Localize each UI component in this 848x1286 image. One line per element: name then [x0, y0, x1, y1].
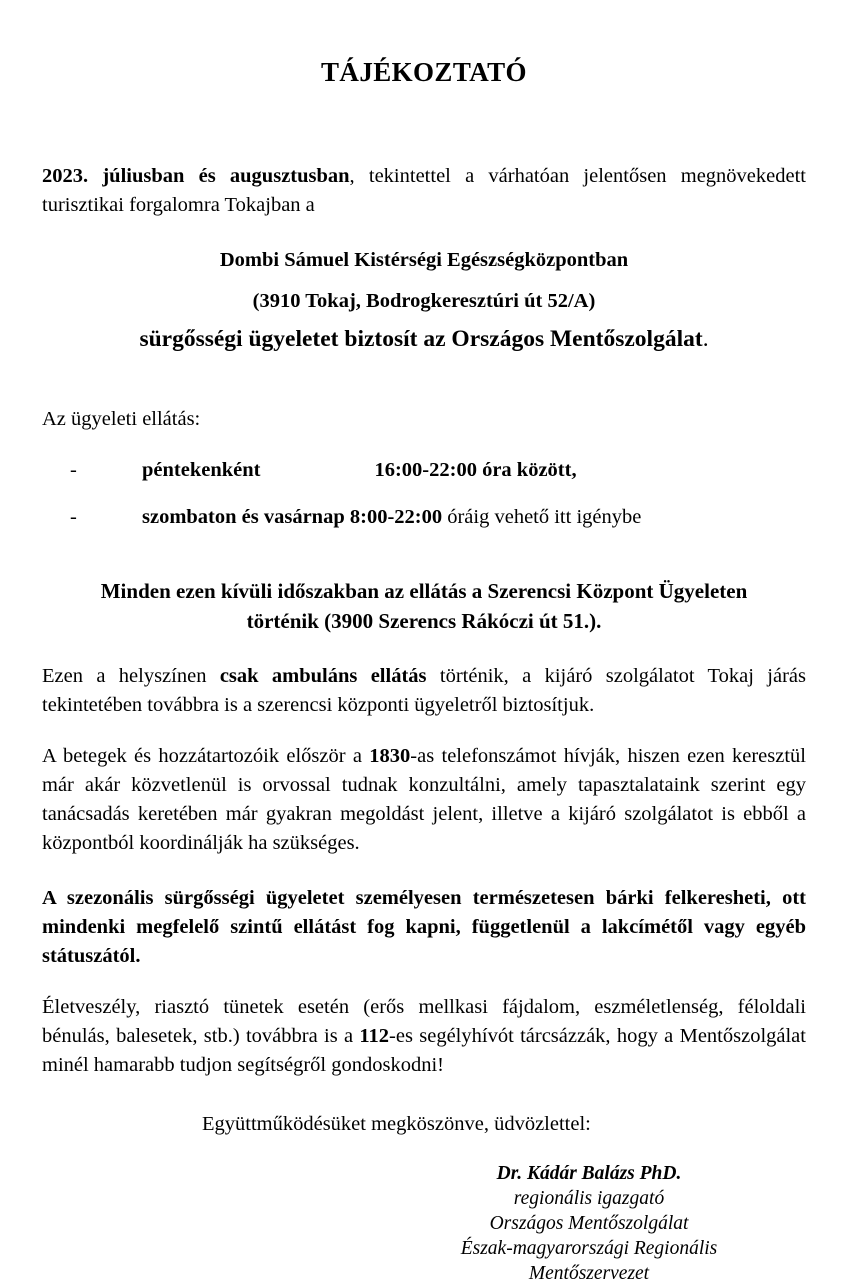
spacer [42, 88, 806, 148]
ambulatory-bold: csak ambuláns ellátás [219, 664, 427, 687]
venue-address: (3910 Tokaj, Bodrogkeresztúri út 52/A) [252, 289, 596, 312]
phone-lead: A betegek és hozzátartozóik először a [42, 744, 370, 767]
duty-list [42, 456, 806, 532]
duty-item-label: szombaton és vasárnap 8:00-22:00 [142, 505, 443, 528]
signature-org: Országos Mentőszolgálat [489, 1212, 689, 1234]
spacer [42, 393, 806, 405]
spacer [42, 355, 806, 393]
spacer [42, 1139, 806, 1161]
spacer [42, 636, 806, 662]
phone-rest: -as telefonszámot hívják, hiszen ezen keresztül már akár közvetlenül is orvossal tudnak konzultálni, amely tapasztalataink szerint egy tanácsadás keretében már gyakran megoldást jelent, illetve a kijáró szolgálatot is ebből a központból koordinálják ha szükséges. [42, 744, 806, 854]
spacer [42, 275, 806, 287]
duty-item-label: péntekenként [142, 458, 261, 481]
duty-heading: Az ügyeleti ellátás: [42, 407, 201, 430]
spacer [42, 720, 806, 742]
emergency-rest: -es segélyhívót tárcsázzák, hogy a Mentőszolgálat minél hamarabb tudjon segítségről gondoskodni! [42, 1024, 806, 1076]
venue-service-period: . [702, 325, 709, 352]
ambulatory-paragraph [42, 662, 806, 720]
duty-item-tail: óráig vehető itt igénybe [442, 505, 642, 528]
spacer [42, 532, 806, 570]
closing-line: Együttműködésüket megköszönve, üdvözlettel: [202, 1112, 591, 1135]
intro-rest: , tekintettel a várhatóan jelentősen megnövekedett turisztikai forgalomra Tokajban a [42, 164, 806, 216]
dash-marker: - [70, 458, 77, 481]
phone-paragraph [42, 742, 806, 858]
signature-region-2: Mentőszervezet [528, 1262, 650, 1284]
venue-name: Dombi Sámuel Kistérségi Egészségközpontban [219, 248, 629, 271]
spacer [42, 971, 806, 993]
document-content [42, 0, 806, 1286]
spacer [42, 316, 806, 324]
dash-marker: - [70, 505, 77, 528]
intro-paragraph [42, 162, 806, 220]
signature-name: Dr. Kádár Balázs PhD. [496, 1162, 682, 1184]
venue-service-text: sürgősségi ügyeletet biztosít az Országos Mentőszolgálat [139, 325, 703, 352]
spacer [42, 485, 806, 503]
spacer [42, 148, 806, 162]
signature-role: regionális igazgató [513, 1187, 665, 1209]
venue-service [42, 324, 806, 355]
intro-bold-lead: 2023. júliusban és augusztusban [42, 164, 350, 187]
emergency-lead: Életveszély, riasztó tünetek esetén (erős mellkasi fájdalom, eszméletlenség, féloldali bénulás, balesetek, stb.) továbbra is a [42, 995, 806, 1047]
page-title: TÁJÉKOZTATÓ [321, 57, 527, 87]
signature-region: Észak-magyarországi Regionális [460, 1237, 718, 1259]
duty-item-time: 16:00-22:00 óra között, [374, 458, 577, 481]
emergency-paragraph [42, 993, 806, 1080]
central-duty-notice: Minden ezen kívüli időszakban az ellátás a Szerencsi Központ Ügyeleten történik (3900 Szerencs Rákóczi út 51.). [100, 578, 748, 633]
spacer [42, 220, 806, 246]
spacer [42, 1080, 806, 1110]
emergency-number: 112 [359, 1024, 390, 1047]
spacer [42, 858, 806, 884]
ambulatory-lead: Ezen a helyszínen [42, 664, 220, 687]
list-item [42, 456, 806, 485]
ambulatory-rest: történik, a kijáró szolgálatot Tokaj járás tekintetében továbbra is a szerencsi központi ügyeletről biztosítjuk. [42, 664, 806, 716]
seasonal-paragraph: A szezonális sürgősségi ügyeletet személyesen természetesen bárki felkeresheti, ott mindenki megfelelő szintű ellátást fog kapni, függetlenül a lakcímétől vagy egyéb státuszától. [42, 886, 806, 967]
signature-block [42, 1161, 806, 1286]
phone-number: 1830 [369, 744, 411, 767]
list-item [42, 503, 806, 532]
spacer [42, 434, 806, 456]
